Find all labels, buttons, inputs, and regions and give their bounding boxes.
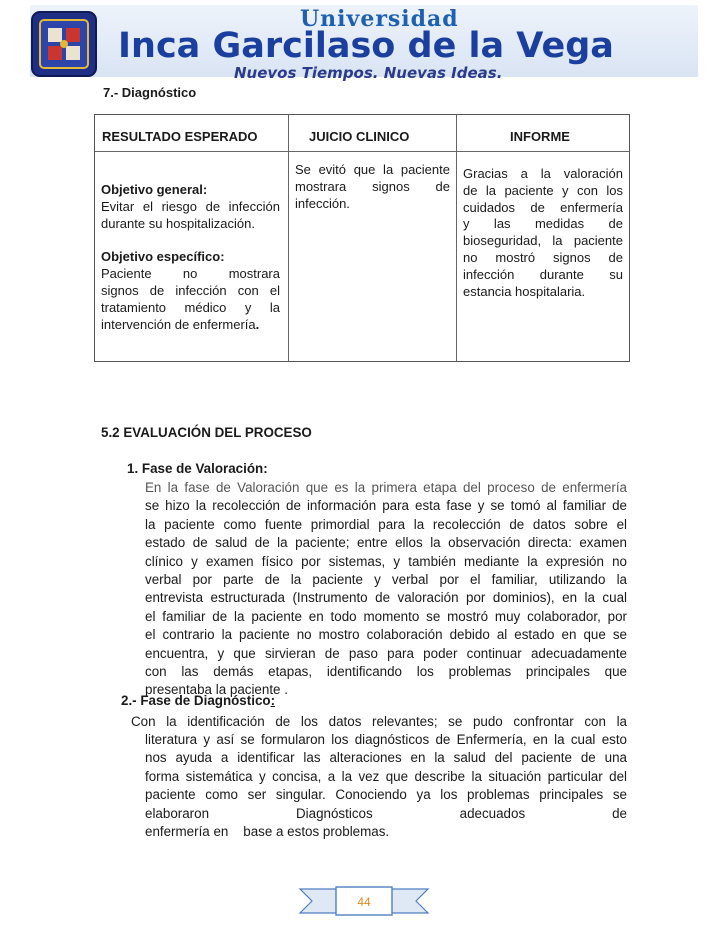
university-slogan: Nuevos Tiempos. Nuevas Ideas.	[234, 64, 503, 82]
phase2-title: 2.- Fase de Diagnóstico:	[121, 693, 276, 708]
specific-objective-text: Paciente no mostrara signos de infección con el tratamiento médico y la intervención de enfermería.	[101, 266, 280, 332]
page-header	[0, 0, 728, 88]
page-number: 44	[357, 895, 371, 909]
care-plan-table	[94, 114, 630, 362]
diagnosis-heading: 7.- Diagnóstico	[103, 85, 197, 100]
table-header-clinical-judgment: JUICIO CLINICO	[309, 129, 410, 144]
report-cell: Gracias a la valoración de la paciente y con los cuidados de enfermería y las medidas de bioseguridad, la paciente no mostró signos de infección durante su estancia hospitalaria.	[463, 166, 623, 299]
table-header-expected-result: RESULTADO ESPERADO	[102, 129, 258, 144]
specific-objective-title: Objetivo específico:	[101, 249, 225, 265]
section-title: 5.2 EVALUACIÓN DEL PROCESO	[101, 425, 312, 440]
expected-result-cell	[101, 182, 280, 333]
phase1-paragraph: En la fase de Valoración que es la primera etapa del proceso de enfermería se hizo la recolección de información para esta fase y se tomó al familiar de la paciente como fuente primordial para la recolección de datos sobre el estado de salud de la paciente; entre ellos la observación directa: examen clínico y examen físico por sistemas, y también mediante la expresión no verbal por parte de la paciente y verbal por el familiar, utilizando la entrevista estructurada (Instrumento de valoración por dominios), en la cual el familiar de la paciente en todo momento se mostró muy colaborador, por el contrario la paciente no mostro colaboración debido al estado en que se encuentra, y que sirvieran de paso para poder continuar adecuadamente con las demás etapas, identificando los problemas principales que presentaba la paciente .	[145, 480, 627, 698]
page-number-banner	[0, 886, 728, 916]
table-header-divider	[95, 151, 629, 152]
university-seal-icon	[28, 10, 100, 78]
table-header-report: INFORME	[510, 129, 570, 144]
university-main-title: Inca Garcilaso de la Vega	[118, 26, 614, 66]
general-objective-title: Objetivo general:	[101, 182, 208, 197]
clinical-judgment-cell: Se evitó que la paciente mostrara signos de infección.	[295, 162, 450, 211]
banner-right-ribbon	[390, 889, 428, 913]
banner-left-ribbon	[300, 889, 338, 913]
general-objective-text: Evitar el riesgo de infección durante su hospitalización.	[101, 198, 280, 231]
phase2-first-line: Con la identificación de los datos relevantes; se pudo confrontar con la	[131, 714, 627, 729]
phase2-paragraph: literatura y así se formularon los diagnósticos de Enfermería, en la cual esto nos ayuda a identificar las alteraciones en la salud del paciente de una forma sistemática y concisa, a la vez que describe la situación particular del paciente como ser singular. Conociendo ya los problemas principales se elaboraron Diagnósticos adecuados de enfermería en base a estos problemas.	[145, 732, 627, 840]
phase1-title: 1. Fase de Valoración:	[127, 461, 268, 476]
university-top-title: Universidad	[300, 6, 459, 32]
